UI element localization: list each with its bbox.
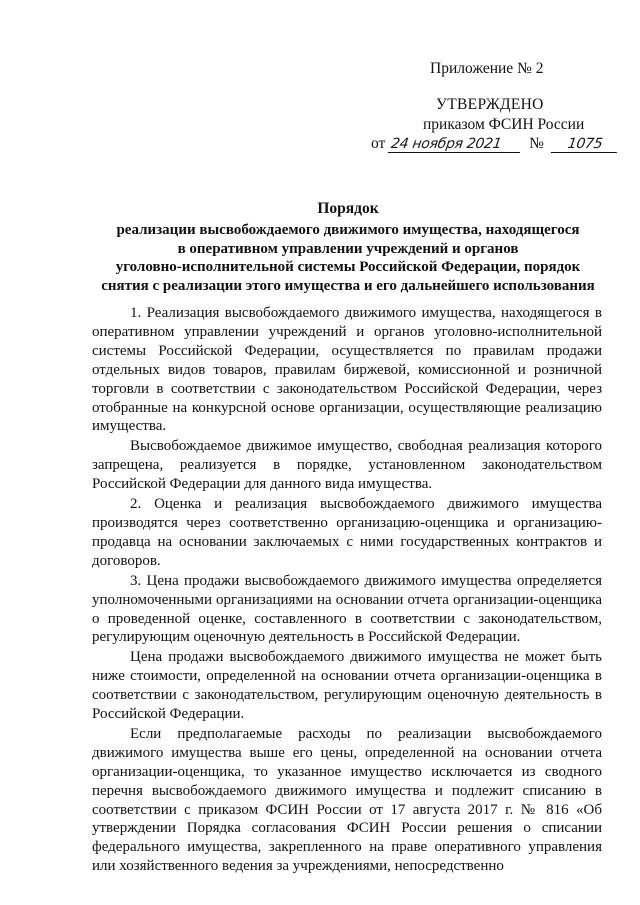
number-sign: № [529, 135, 544, 152]
title-line: в оперативном управлении учреждений и органов [177, 240, 519, 257]
handwritten-order-number: 1075 [551, 136, 619, 153]
paragraph-3-writeoff: Если предполагаемые расходы по реализации высвобождаемого движимого имущества выше его цены, определенной на основании отчета организации-оценщика, то указанное имущество исключается из сводного перечня высвобождаемого движимого имущества и подлежит списанию в соответствии с приказом ФСИН России от 17 августа 2017 г. № 816 «Об утверждении Порядка согласования ФСИН России решения о списании федерального имущества, закрепленного на праве оперативного управления или хозяйственного ведения за учреждениями, непосредственно [92, 725, 602, 875]
title-line: реализации высвобождаемого движимого имущества, находящегося [116, 221, 580, 238]
title-line: Порядок [317, 200, 379, 217]
date-prefix: от [371, 135, 386, 152]
order-reference: приказом ФСИН России [423, 116, 585, 133]
order-date-number-line [371, 135, 618, 153]
document-body [92, 304, 602, 877]
document-title [88, 200, 608, 296]
paragraph-1-cont: Высвобождаемое движимое имущество, свободная реализация которого запрещена, реализуется в порядке, установленном законодательством Российской Федерации для данного вида имущества. [92, 438, 602, 493]
paragraph-1: 1. Реализация высвобождаемого движимого имущества, находящегося в оперативном управлении учреждений и органов уголовно-исполнительной системы Российской Федерации, осуществляется по правилам продажи отдельных видов товаров, правилам биржевой, комиссионной и розничной торговли в соответствии с законодательством Российской Федерации, через отобранные на конкурсной основе организации, осуществляющие реализацию имущества. [92, 305, 602, 435]
annex-label: Приложение № 2 [430, 60, 544, 77]
title-line: уголовно-исполнительной системы Российской Федерации, порядок [115, 259, 581, 276]
handwritten-date: 24 ноября 2021 [388, 136, 522, 153]
paragraph-2: 2. Оценка и реализация высвобождаемого движимого имущества производятся через соответственно организацию-оценщика и организацию-продавца на основании заключаемых с ними государственных контрактов и договоров. [92, 496, 602, 569]
paragraph-3-price: Цена продажи высвобождаемого движимого имущества не может быть ниже стоимости, определенной на основании отчета организации-оценщика в соответствии с законодательством, регулирующим оценочную деятельность в Российской Федерации. [92, 649, 602, 723]
approved-stamp-label: УТВЕРЖДЕНО [436, 96, 544, 113]
title-line: снятия с реализации этого имущества и его дальнейшего использования [101, 278, 595, 295]
paragraph-3: 3. Цена продажи высвобождаемого движимого имущества определяется уполномоченными организациями на основании отчета организации-оценщика о проведенной оценке, составленного в соответствии с законодательством, регулирующим оценочную деятельность в Российской Федерации. [92, 572, 602, 646]
